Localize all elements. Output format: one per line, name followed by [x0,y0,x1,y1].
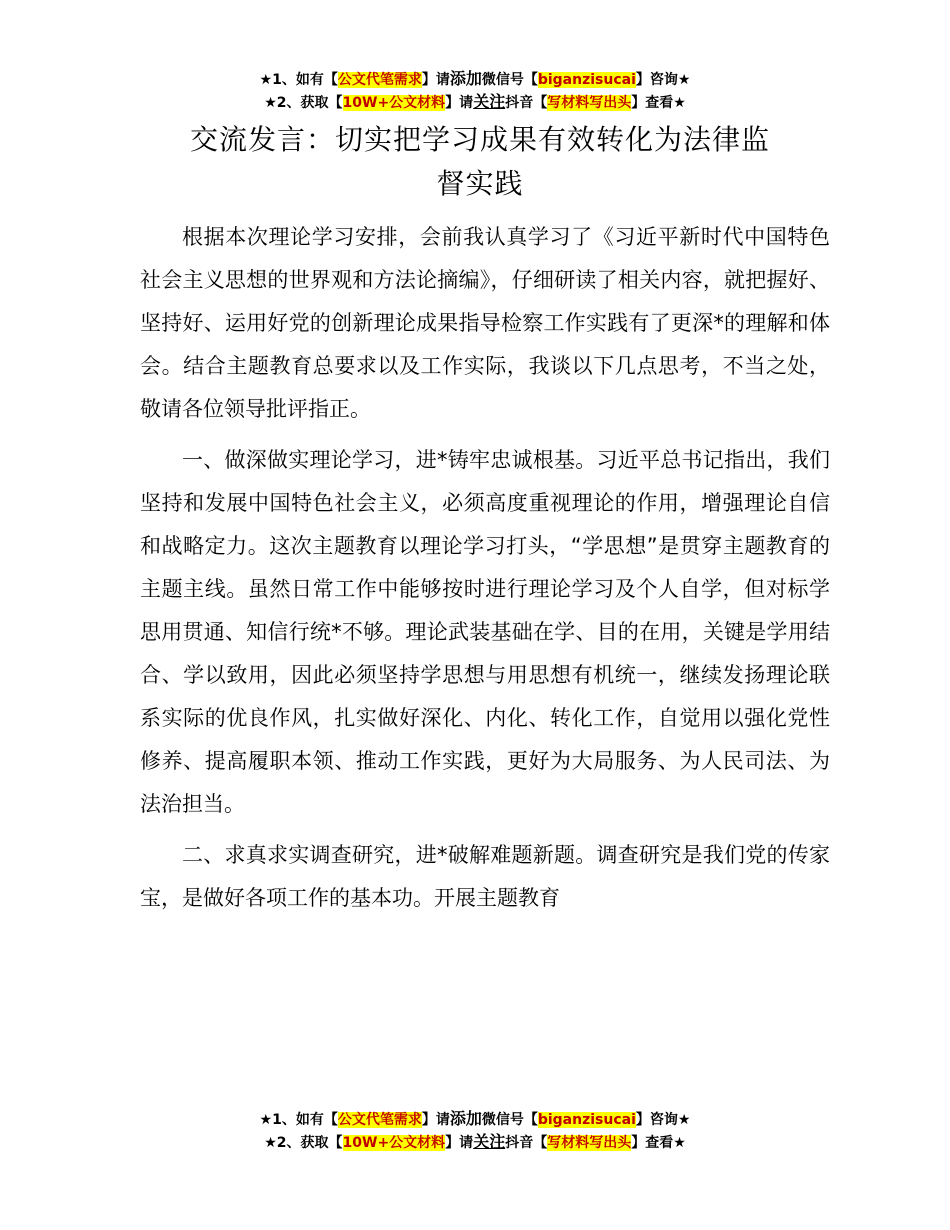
banner-highlight: biganzisucai [537,1112,636,1128]
banner-text: 】咨询★ [635,72,691,88]
banner-highlight: 公文代笔需求 [337,72,422,88]
banner-highlight: 10W+公文材料 [342,1135,446,1151]
banner-text: 抖音【 [505,1135,548,1151]
banner-text: 微信号【 [481,1112,538,1128]
banner-emphasis: 关注 [473,1132,506,1151]
banner-text: ★1、如有【 [259,72,338,88]
banner-emphasis: 添加 [449,1109,482,1128]
banner-highlight: 写材料写出头 [547,95,632,111]
banner-text: ★2、获取【 [264,95,343,111]
banner-text: 】请 [421,1112,450,1128]
banner-text: 】请 [445,1135,474,1151]
footer-banner [0,1108,950,1154]
banner-highlight: 10W+公文材料 [342,95,446,111]
title-line-2: 督实践 [436,167,524,200]
document-title [140,118,820,206]
banner-text: 】请 [421,72,450,88]
banner-emphasis: 添加 [449,69,482,88]
banner-text: 抖音【 [505,95,548,111]
banner-line-2 [0,1131,950,1154]
banner-line-1 [0,1108,950,1131]
banner-text: 】请 [445,95,474,111]
banner-emphasis: 关注 [473,92,506,111]
banner-line-2 [0,91,950,114]
banner-highlight: 写材料写出头 [547,1135,632,1151]
banner-line-1 [0,68,950,91]
paragraph: 二、求真求实调查研究，进*破解难题新题。调查研究是我们党的传家宝，是做好各项工作的基本功。开展主题教育 [140,843,830,910]
banner-text: 】查看★ [631,1135,686,1151]
banner-highlight: 公文代笔需求 [337,1112,422,1128]
banner-text: ★1、如有【 [259,1112,338,1128]
title-line-1: 交流发言：切实把学习成果有效转化为法律监 [189,123,770,156]
document-body [140,216,830,928]
banner-highlight: biganzisucai [537,72,636,88]
banner-text: 】咨询★ [635,1112,691,1128]
paragraph: 根据本次理论学习安排，会前我认真学习了《习近平新时代中国特色社会主义思想的世界观和方法论摘编》，仔细研读了相关内容，就把握好、坚持好、运用好党的创新理论成果指导检察工作实践有了更深*的理解和体会。结合主题教育总要求以及工作实际，我谈以下几点思考，不当之处，敬请各位领导批评指正。 [140,225,830,421]
banner-text: ★2、获取【 [264,1135,343,1151]
paragraph: 一、做深做实理论学习，进*铸牢忠诚根基。习近平总书记指出，我们坚持和发展中国特色社会主义，必须高度重视理论的作用，增强理论自信和战略定力。这次主题教育以理论学习打头，“学思想”是贯穿主题教育的主题主线。虽然日常工作中能够按时进行理论学习及个人自学，但对标学思用贯通、知信行统*不够。理论武装基础在学、目的在用，关键是学用结合、学以致用，因此必须坚持学思想与用思想有机统一，继续发扬理论联系实际的优良作风，扎实做好深化、内化、转化工作，自觉用以强化党性修养、提高履职本领、推动工作实践，更好为大局服务、为人民司法、为法治担当。 [140,448,830,816]
banner-text: 】查看★ [631,95,686,111]
header-banner [0,68,950,114]
banner-text: 微信号【 [481,72,538,88]
